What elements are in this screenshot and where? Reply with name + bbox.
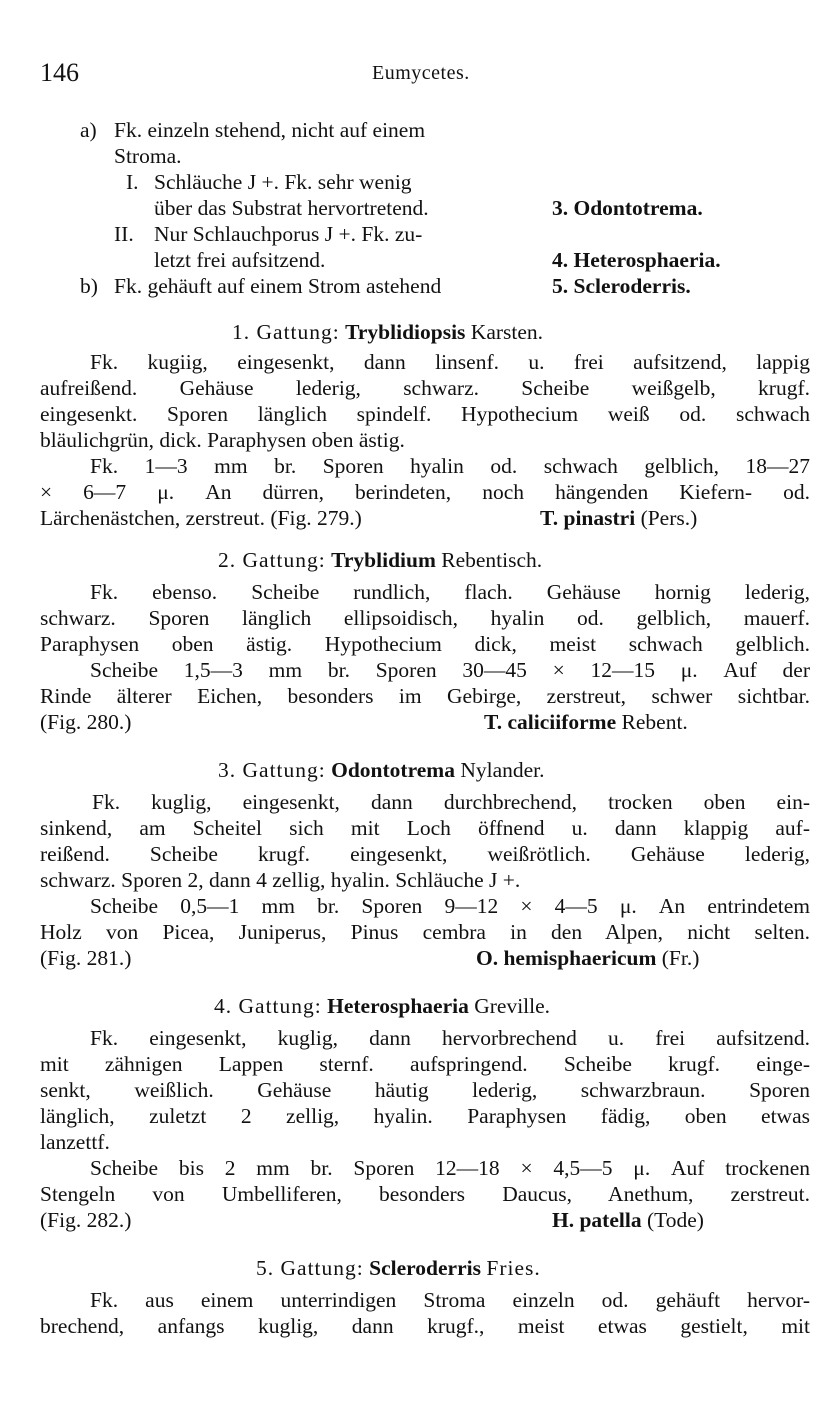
genus-2-prefix: 2. Gattung: bbox=[218, 548, 326, 572]
genus-2-author: Rebentisch. bbox=[441, 548, 543, 572]
key-I-text1: Schläuche J +. Fk. sehr wenig bbox=[154, 170, 412, 194]
key-II-text1: Nur Schlauchporus J +. Fk. zu- bbox=[154, 222, 423, 246]
genus-4-author: Greville. bbox=[474, 994, 551, 1018]
genus-2-name: Tryblidium bbox=[331, 548, 436, 572]
genus-3-line-6: Holz von Picea, Juniperus, Pinus cembra in den Alpen, nicht selten. bbox=[40, 920, 810, 944]
genus-3-species-author: (Fr.) bbox=[661, 946, 700, 970]
genus-4-species-line bbox=[552, 1208, 704, 1232]
genus-2-heading bbox=[218, 548, 542, 572]
key-b-result: 5. Scleroderris. bbox=[552, 274, 691, 298]
genus-1-species-author: (Pers.) bbox=[640, 506, 698, 530]
genus-5-line-1: Fk. aus einem unterrindigen Stroma einzeln od. gehäuft hervor- bbox=[90, 1288, 810, 1312]
genus-5-line-2: brechend, anfangs kuglig, dann krugf., meist etwas gestielt, mit bbox=[40, 1314, 810, 1338]
page-number: 146 bbox=[40, 58, 79, 87]
genus-2-line-5: Rinde älterer Eichen, besonders im Gebirge, zerstreut, schwer sichtbar. bbox=[40, 684, 810, 708]
genus-4-line-8: (Fig. 282.) bbox=[40, 1208, 132, 1232]
key-a-text2: Stroma. bbox=[114, 144, 182, 168]
key-a-text1: Fk. einzeln stehend, nicht auf einem bbox=[114, 118, 426, 142]
genus-2-line-2: schwarz. Sporen länglich ellipsoidisch, hyalin od. gelblich, mauerf. bbox=[40, 606, 810, 630]
key-I-text2: über das Substrat hervortretend. bbox=[154, 196, 429, 220]
genus-4-line-1: Fk. eingesenkt, kuglig, dann hervorbrechend u. frei aufsitzend. bbox=[90, 1026, 810, 1050]
genus-4-species-author: (Tode) bbox=[646, 1208, 704, 1232]
genus-3-line-1: Fk. kuglig, eingesenkt, dann durchbrechend, trocken oben ein- bbox=[92, 790, 810, 814]
genus-1-line-6: × 6—7 μ. An dürren, berindeten, noch hängenden Kiefern- od. bbox=[40, 480, 810, 504]
genus-1-author: Karsten. bbox=[470, 320, 544, 344]
key-II-text2: letzt frei aufsitzend. bbox=[154, 248, 326, 272]
genus-1-line-1: Fk. kugiig, eingesenkt, dann linsenf. u. frei aufsitzend, lappig bbox=[90, 350, 810, 374]
genus-2-line-3: Paraphysen oben ästig. Hypothecium dick, meist schwach gelblich. bbox=[40, 632, 810, 656]
genus-1-species-line bbox=[540, 506, 697, 530]
genus-3-line-7: (Fig. 281.) bbox=[40, 946, 132, 970]
genus-1-line-2: aufreißend. Gehäuse lederig, schwarz. Scheibe weißgelb, krugf. bbox=[40, 376, 810, 400]
genus-2-species: T. caliciiforme bbox=[484, 710, 617, 734]
genus-1-line-3: eingesenkt. Sporen länglich spindelf. Hypothecium weiß od. schwach bbox=[40, 402, 810, 426]
genus-4-line-7: Stengeln von Umbelliferen, besonders Daucus, Anethum, zerstreut. bbox=[40, 1182, 810, 1206]
genus-2-line-6: (Fig. 280.) bbox=[40, 710, 132, 734]
genus-2-species-author: Rebent. bbox=[621, 710, 688, 734]
genus-5-prefix: 5. Gattung: bbox=[256, 1256, 364, 1280]
genus-4-species: H. patella bbox=[552, 1208, 642, 1232]
genus-4-name: Heterosphaeria bbox=[327, 994, 469, 1018]
genus-3-line-5: Scheibe 0,5—1 mm br. Sporen 9—12 × 4—5 μ. An entrindetem bbox=[90, 894, 810, 918]
genus-3-line-3: reißend. Scheibe krugf. eingesenkt, weißrötlich. Gehäuse lederig, bbox=[40, 842, 810, 866]
key-II-result: 4. Heterosphaeria. bbox=[552, 248, 721, 272]
genus-3-prefix: 3. Gattung: bbox=[218, 758, 326, 782]
genus-3-author: Nylander. bbox=[460, 758, 545, 782]
key-b-text: Fk. gehäuft auf einem Strom astehend bbox=[114, 274, 442, 298]
genus-2-line-1: Fk. ebenso. Scheibe rundlich, flach. Gehäuse hornig lederig, bbox=[90, 580, 810, 604]
genus-1-heading bbox=[232, 320, 543, 344]
genus-4-line-4: länglich, zuletzt 2 zellig, hyalin. Paraphysen fädig, oben etwas bbox=[40, 1104, 810, 1128]
genus-3-heading bbox=[218, 758, 545, 782]
genus-5-author: Fries. bbox=[486, 1256, 541, 1280]
genus-3-species-line bbox=[476, 946, 699, 970]
genus-4-line-3: senkt, weißlich. Gehäuse häutig lederig, schwarzbraun. Sporen bbox=[40, 1078, 810, 1102]
genus-1-line-4: bläulichgrün, dick. Paraphysen oben ästig. bbox=[40, 428, 405, 452]
running-title: Eumycetes. bbox=[372, 62, 470, 84]
genus-4-line-6: Scheibe bis 2 mm br. Sporen 12—18 × 4,5—5 μ. Auf trockenen bbox=[90, 1156, 810, 1180]
genus-1-line-5: Fk. 1—3 mm br. Sporen hyalin od. schwach gelblich, 18—27 bbox=[90, 454, 810, 478]
genus-1-species: T. pinastri bbox=[540, 506, 636, 530]
genus-5-heading bbox=[256, 1256, 541, 1280]
genus-3-name: Odontotrema bbox=[331, 758, 455, 782]
key-I-label: I. bbox=[126, 170, 139, 194]
genus-5-name: Scleroderris bbox=[369, 1256, 481, 1280]
genus-1-prefix: 1. Gattung: bbox=[232, 320, 340, 344]
genus-2-species-line bbox=[484, 710, 688, 734]
genus-4-line-5: lanzettf. bbox=[40, 1130, 110, 1154]
genus-4-line-2: mit zähnigen Lappen sternf. aufspringend. Scheibe krugf. einge- bbox=[40, 1052, 810, 1076]
key-I-result: 3. Odontotrema. bbox=[552, 196, 703, 220]
genus-3-line-2: sinkend, am Scheitel sich mit Loch öffnend u. dann klappig auf- bbox=[40, 816, 810, 840]
key-II-label: II. bbox=[114, 222, 134, 246]
key-b-label: b) bbox=[80, 274, 98, 298]
genus-4-heading bbox=[214, 994, 550, 1018]
genus-1-line-7: Lärchenästchen, zerstreut. (Fig. 279.) bbox=[40, 506, 362, 530]
genus-2-line-4: Scheibe 1,5—3 mm br. Sporen 30—45 × 12—15 μ. Auf der bbox=[90, 658, 810, 682]
genus-4-prefix: 4. Gattung: bbox=[214, 994, 322, 1018]
genus-3-line-4: schwarz. Sporen 2, dann 4 zellig, hyalin. Schläuche J +. bbox=[40, 868, 521, 892]
genus-1-name: Tryblidiopsis bbox=[345, 320, 466, 344]
genus-3-species: O. hemisphaericum bbox=[476, 946, 657, 970]
key-a-label: a) bbox=[80, 118, 97, 142]
